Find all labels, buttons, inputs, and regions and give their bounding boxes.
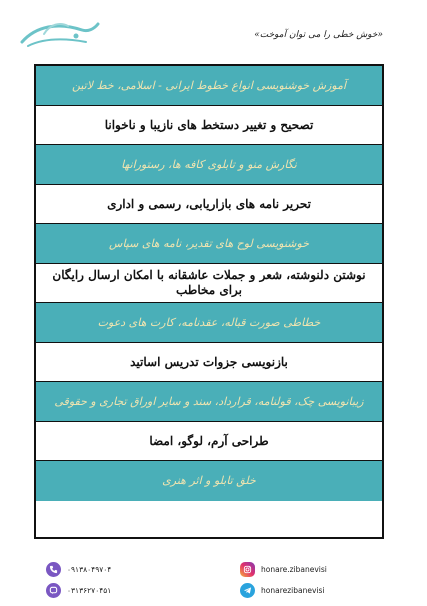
service-row: [36, 422, 382, 462]
service-row: [36, 461, 382, 501]
service-label: تحریر نامه های بازاریابی، رسمی و اداری: [107, 196, 311, 211]
tagline: «خوش خطی را می توان آموخت»: [254, 30, 383, 40]
service-row: [36, 106, 382, 146]
service-label: نوشتن دلنوشته، شعر و جملات عاشقانه با امکان ارسال رایگان برای مخاطب: [52, 268, 366, 297]
service-label: خلق تابلو و اثر هنری: [162, 474, 256, 488]
service-label: زیبانویسی چک، قولنامه، قرارداد، سند و سایر اوراق تجاری و حقوقی: [54, 394, 364, 408]
telegram-contact[interactable]: [240, 583, 324, 598]
service-label: تصحیح و تغییر دستخط های نازیبا و ناخوانا: [104, 117, 314, 132]
service-row: [36, 382, 382, 422]
service-row: [36, 264, 382, 304]
phone-contact[interactable]: [46, 562, 111, 577]
phone-number: ۰۹۱۳۸۰۴۹۷۰۴: [67, 565, 112, 574]
service-label: طراحی آرم، لوگو، امضا: [149, 433, 269, 448]
service-label: بازنویسی جزوات تدریس اساتید: [130, 354, 288, 369]
service-row: [36, 224, 382, 264]
service-row: [36, 145, 382, 185]
service-label: خوشنویسی لوح های تقدیر، نامه های سپاس: [109, 236, 309, 250]
service-row: [36, 343, 382, 383]
instagram-handle: honare.zibanevisi: [261, 565, 327, 574]
contacts-footer: [0, 556, 427, 606]
instagram-icon: [240, 562, 255, 577]
service-label: نگارش منو و تابلوی کافه ها، رستورانها: [121, 157, 297, 171]
instagram-contact[interactable]: [240, 562, 327, 577]
viber-icon: [46, 583, 61, 598]
service-row: [36, 66, 382, 106]
service-row: [36, 303, 382, 343]
telegram-handle: honarezibanevisi: [261, 586, 325, 595]
telegram-icon: [240, 583, 255, 598]
viber-number: ۰۳۱۳۶۲۷۰۴۵۱: [67, 586, 112, 595]
viber-contact[interactable]: [46, 583, 111, 598]
service-label: آموزش خوشنویسی انواع خطوط ایرانی - اسلامی، خط لاتین: [71, 78, 347, 92]
service-label: خطاطی صورت قباله، عقدنامه، کارت های دعوت: [97, 315, 321, 329]
phone-icon: [46, 562, 61, 577]
service-row: [36, 185, 382, 225]
brand-logo-icon: [14, 16, 104, 52]
services-table: [34, 64, 384, 539]
